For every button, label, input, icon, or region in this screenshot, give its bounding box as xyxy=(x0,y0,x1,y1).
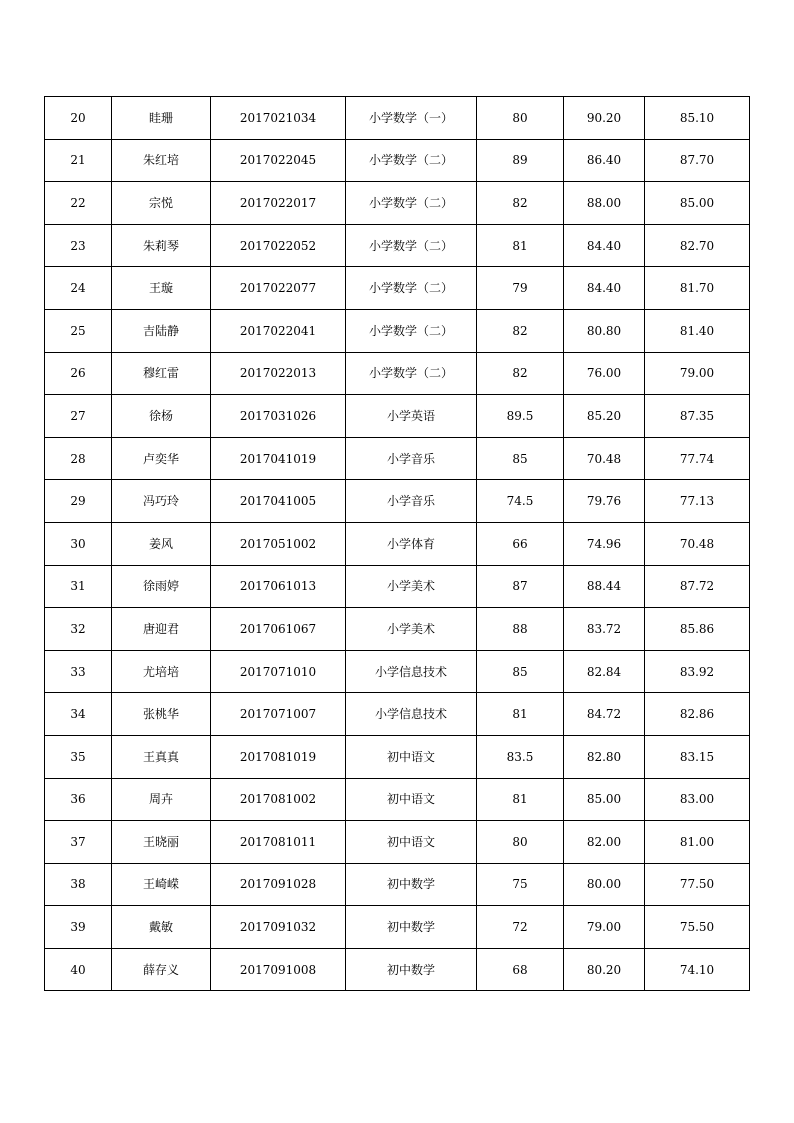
table-row xyxy=(45,97,750,140)
candidate-name-cell: 王璇 xyxy=(112,267,211,310)
candidate-name-cell: 王真真 xyxy=(112,735,211,778)
interview-score-cell: 86.40 xyxy=(564,139,645,182)
row-number-cell: 38 xyxy=(45,863,112,906)
interview-score-cell: 74.96 xyxy=(564,522,645,565)
written-score-cell: 89.5 xyxy=(477,395,564,438)
interview-score-cell: 83.72 xyxy=(564,608,645,651)
total-score-cell: 77.13 xyxy=(645,480,750,523)
table-row xyxy=(45,480,750,523)
table-row xyxy=(45,650,750,693)
subject-cell: 小学体育 xyxy=(346,522,477,565)
candidate-name-cell: 戴敏 xyxy=(112,906,211,949)
candidate-name-cell: 薛存义 xyxy=(112,948,211,991)
total-score-cell: 79.00 xyxy=(645,352,750,395)
interview-score-cell: 85.20 xyxy=(564,395,645,438)
candidate-id-cell: 2017022052 xyxy=(211,224,346,267)
candidate-name-cell: 眭珊 xyxy=(112,97,211,140)
candidate-id-cell: 2017081019 xyxy=(211,735,346,778)
subject-cell: 小学信息技术 xyxy=(346,693,477,736)
subject-cell: 小学音乐 xyxy=(346,437,477,480)
written-score-cell: 74.5 xyxy=(477,480,564,523)
subject-cell: 小学数学（二） xyxy=(346,309,477,352)
interview-score-cell: 85.00 xyxy=(564,778,645,821)
candidate-name-cell: 姜风 xyxy=(112,522,211,565)
total-score-cell: 82.86 xyxy=(645,693,750,736)
subject-cell: 小学美术 xyxy=(346,608,477,651)
subject-cell: 初中语文 xyxy=(346,778,477,821)
candidate-id-cell: 2017022013 xyxy=(211,352,346,395)
total-score-cell: 82.70 xyxy=(645,224,750,267)
total-score-cell: 74.10 xyxy=(645,948,750,991)
written-score-cell: 82 xyxy=(477,182,564,225)
table-row xyxy=(45,863,750,906)
subject-cell: 初中数学 xyxy=(346,863,477,906)
written-score-cell: 89 xyxy=(477,139,564,182)
candidate-id-cell: 2017031026 xyxy=(211,395,346,438)
score-table-body xyxy=(45,97,750,991)
table-row xyxy=(45,565,750,608)
written-score-cell: 85 xyxy=(477,650,564,693)
candidate-id-cell: 2017022041 xyxy=(211,309,346,352)
interview-score-cell: 84.40 xyxy=(564,224,645,267)
subject-cell: 初中语文 xyxy=(346,735,477,778)
candidate-name-cell: 徐杨 xyxy=(112,395,211,438)
interview-score-cell: 76.00 xyxy=(564,352,645,395)
total-score-cell: 85.00 xyxy=(645,182,750,225)
written-score-cell: 66 xyxy=(477,522,564,565)
subject-cell: 小学信息技术 xyxy=(346,650,477,693)
table-row xyxy=(45,182,750,225)
subject-cell: 小学英语 xyxy=(346,395,477,438)
candidate-name-cell: 徐雨婷 xyxy=(112,565,211,608)
subject-cell: 小学音乐 xyxy=(346,480,477,523)
candidate-id-cell: 2017022077 xyxy=(211,267,346,310)
written-score-cell: 68 xyxy=(477,948,564,991)
subject-cell: 小学数学（二） xyxy=(346,352,477,395)
interview-score-cell: 90.20 xyxy=(564,97,645,140)
candidate-name-cell: 朱莉琴 xyxy=(112,224,211,267)
table-row xyxy=(45,821,750,864)
written-score-cell: 81 xyxy=(477,693,564,736)
written-score-cell: 82 xyxy=(477,309,564,352)
total-score-cell: 85.86 xyxy=(645,608,750,651)
total-score-cell: 81.70 xyxy=(645,267,750,310)
row-number-cell: 33 xyxy=(45,650,112,693)
total-score-cell: 81.40 xyxy=(645,309,750,352)
row-number-cell: 32 xyxy=(45,608,112,651)
candidate-id-cell: 2017081011 xyxy=(211,821,346,864)
table-row xyxy=(45,735,750,778)
total-score-cell: 75.50 xyxy=(645,906,750,949)
total-score-cell: 87.70 xyxy=(645,139,750,182)
subject-cell: 初中数学 xyxy=(346,906,477,949)
candidate-name-cell: 朱红培 xyxy=(112,139,211,182)
row-number-cell: 22 xyxy=(45,182,112,225)
candidate-id-cell: 2017091032 xyxy=(211,906,346,949)
candidate-id-cell: 2017051002 xyxy=(211,522,346,565)
interview-score-cell: 84.72 xyxy=(564,693,645,736)
candidate-id-cell: 2017081002 xyxy=(211,778,346,821)
interview-score-cell: 88.00 xyxy=(564,182,645,225)
candidate-id-cell: 2017061013 xyxy=(211,565,346,608)
total-score-cell: 87.35 xyxy=(645,395,750,438)
table-row xyxy=(45,267,750,310)
candidate-name-cell: 卢奕华 xyxy=(112,437,211,480)
candidate-name-cell: 吉陆静 xyxy=(112,309,211,352)
table-row xyxy=(45,778,750,821)
interview-score-cell: 79.00 xyxy=(564,906,645,949)
candidate-name-cell: 唐迎君 xyxy=(112,608,211,651)
written-score-cell: 80 xyxy=(477,821,564,864)
total-score-cell: 77.74 xyxy=(645,437,750,480)
total-score-cell: 85.10 xyxy=(645,97,750,140)
table-row xyxy=(45,437,750,480)
written-score-cell: 88 xyxy=(477,608,564,651)
candidate-name-cell: 张桃华 xyxy=(112,693,211,736)
written-score-cell: 83.5 xyxy=(477,735,564,778)
interview-score-cell: 70.48 xyxy=(564,437,645,480)
row-number-cell: 27 xyxy=(45,395,112,438)
candidate-name-cell: 周卉 xyxy=(112,778,211,821)
table-row xyxy=(45,309,750,352)
interview-score-cell: 82.84 xyxy=(564,650,645,693)
interview-score-cell: 84.40 xyxy=(564,267,645,310)
table-row xyxy=(45,395,750,438)
interview-score-cell: 79.76 xyxy=(564,480,645,523)
table-row xyxy=(45,608,750,651)
total-score-cell: 83.00 xyxy=(645,778,750,821)
written-score-cell: 82 xyxy=(477,352,564,395)
written-score-cell: 85 xyxy=(477,437,564,480)
interview-score-cell: 80.20 xyxy=(564,948,645,991)
table-row xyxy=(45,224,750,267)
interview-score-cell: 80.80 xyxy=(564,309,645,352)
candidate-name-cell: 冯巧玲 xyxy=(112,480,211,523)
row-number-cell: 29 xyxy=(45,480,112,523)
written-score-cell: 75 xyxy=(477,863,564,906)
row-number-cell: 40 xyxy=(45,948,112,991)
row-number-cell: 37 xyxy=(45,821,112,864)
row-number-cell: 28 xyxy=(45,437,112,480)
row-number-cell: 31 xyxy=(45,565,112,608)
subject-cell: 初中数学 xyxy=(346,948,477,991)
interview-score-cell: 80.00 xyxy=(564,863,645,906)
total-score-cell: 87.72 xyxy=(645,565,750,608)
table-row xyxy=(45,139,750,182)
subject-cell: 小学数学（一） xyxy=(346,97,477,140)
row-number-cell: 25 xyxy=(45,309,112,352)
row-number-cell: 35 xyxy=(45,735,112,778)
candidate-name-cell: 尤培培 xyxy=(112,650,211,693)
row-number-cell: 21 xyxy=(45,139,112,182)
written-score-cell: 79 xyxy=(477,267,564,310)
subject-cell: 小学数学（二） xyxy=(346,182,477,225)
subject-cell: 小学数学（二） xyxy=(346,267,477,310)
table-row xyxy=(45,352,750,395)
written-score-cell: 72 xyxy=(477,906,564,949)
total-score-cell: 83.15 xyxy=(645,735,750,778)
row-number-cell: 23 xyxy=(45,224,112,267)
candidate-id-cell: 2017071007 xyxy=(211,693,346,736)
subject-cell: 小学美术 xyxy=(346,565,477,608)
candidate-id-cell: 2017021034 xyxy=(211,97,346,140)
written-score-cell: 81 xyxy=(477,778,564,821)
written-score-cell: 80 xyxy=(477,97,564,140)
row-number-cell: 20 xyxy=(45,97,112,140)
row-number-cell: 30 xyxy=(45,522,112,565)
candidate-name-cell: 宗悦 xyxy=(112,182,211,225)
candidate-id-cell: 2017091028 xyxy=(211,863,346,906)
candidate-id-cell: 2017041019 xyxy=(211,437,346,480)
written-score-cell: 87 xyxy=(477,565,564,608)
written-score-cell: 81 xyxy=(477,224,564,267)
candidate-name-cell: 王崎嵘 xyxy=(112,863,211,906)
candidate-name-cell: 穆红雷 xyxy=(112,352,211,395)
subject-cell: 小学数学（二） xyxy=(346,139,477,182)
row-number-cell: 34 xyxy=(45,693,112,736)
interview-score-cell: 82.80 xyxy=(564,735,645,778)
candidate-id-cell: 2017041005 xyxy=(211,480,346,523)
interview-score-cell: 82.00 xyxy=(564,821,645,864)
subject-cell: 小学数学（二） xyxy=(346,224,477,267)
table-row xyxy=(45,906,750,949)
table-row xyxy=(45,948,750,991)
table-row xyxy=(45,522,750,565)
row-number-cell: 24 xyxy=(45,267,112,310)
interview-score-cell: 88.44 xyxy=(564,565,645,608)
candidate-id-cell: 2017022045 xyxy=(211,139,346,182)
row-number-cell: 26 xyxy=(45,352,112,395)
total-score-cell: 83.92 xyxy=(645,650,750,693)
candidate-id-cell: 2017091008 xyxy=(211,948,346,991)
candidate-id-cell: 2017061067 xyxy=(211,608,346,651)
table-row xyxy=(45,693,750,736)
candidate-name-cell: 王晓丽 xyxy=(112,821,211,864)
total-score-cell: 81.00 xyxy=(645,821,750,864)
row-number-cell: 39 xyxy=(45,906,112,949)
candidate-id-cell: 2017022017 xyxy=(211,182,346,225)
score-table xyxy=(44,96,750,991)
total-score-cell: 77.50 xyxy=(645,863,750,906)
row-number-cell: 36 xyxy=(45,778,112,821)
subject-cell: 初中语文 xyxy=(346,821,477,864)
total-score-cell: 70.48 xyxy=(645,522,750,565)
candidate-id-cell: 2017071010 xyxy=(211,650,346,693)
